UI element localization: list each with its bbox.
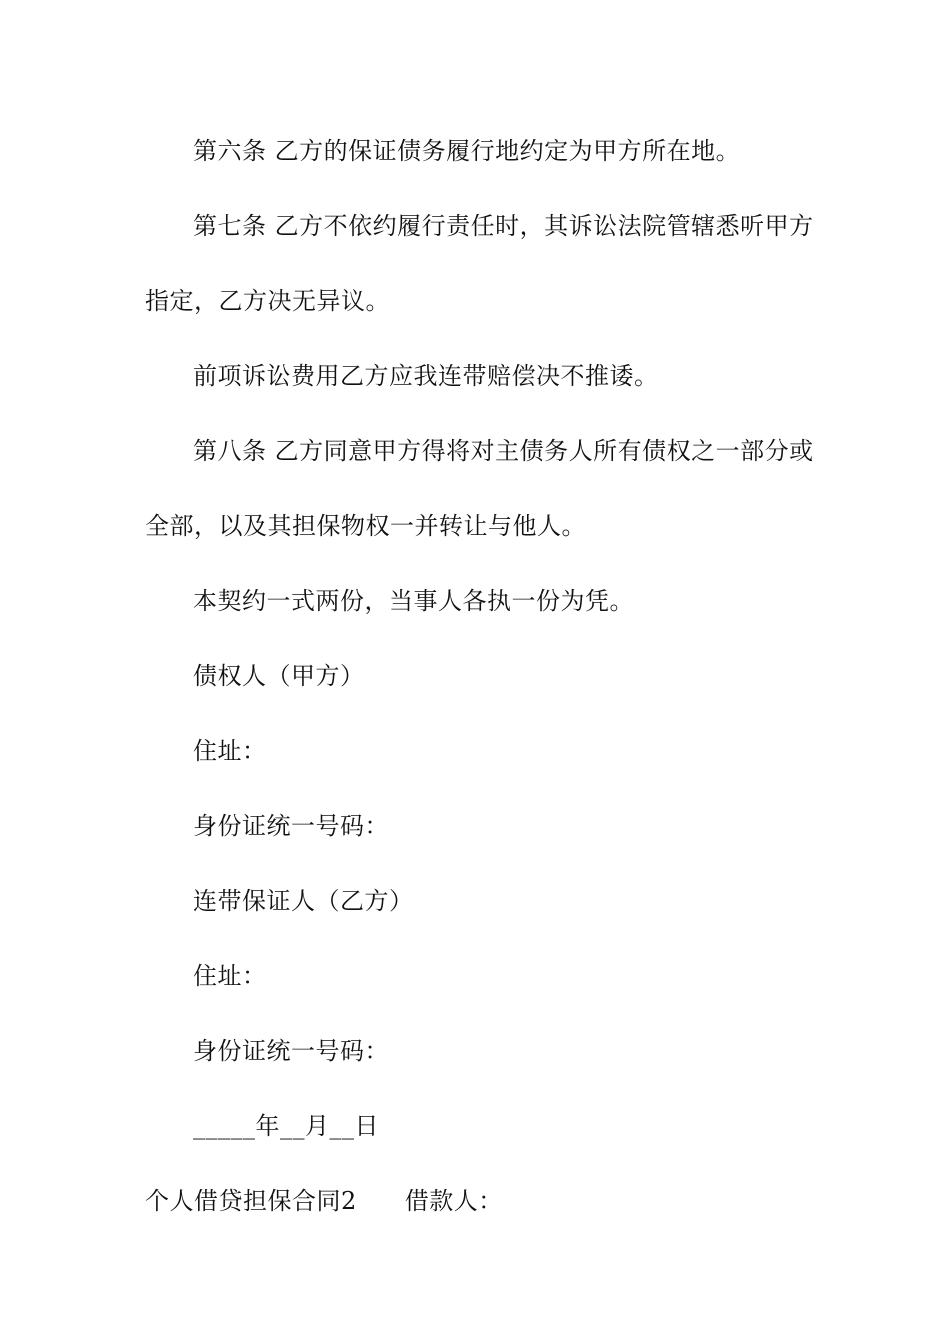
- guarantor-id-number: 身份证统一号码：: [193, 1037, 389, 1065]
- article-8-line-1: 第八条 乙方同意甲方得将对主债务人所有债权之一部分或: [193, 437, 814, 465]
- creditor-label: 债权人（甲方）: [193, 662, 365, 690]
- date-line: _____年__月__日: [193, 1112, 379, 1140]
- contract-footer: [145, 1186, 815, 1216]
- article-6: 第六条 乙方的保证债务履行地约定为甲方所在地。: [193, 137, 741, 165]
- creditor-address: 住址：: [193, 737, 267, 765]
- article-7-line-1: 第七条 乙方不依约履行责任时，其诉讼法院管辖悉听甲方: [193, 212, 814, 240]
- guarantor-address: 住址：: [193, 962, 267, 990]
- guarantor-label: 连带保证人（乙方）: [193, 887, 414, 915]
- borrower-label: 借款人：: [404, 1187, 503, 1215]
- litigation-cost-clause: 前项诉讼费用乙方应我连带赔偿决不推诿。: [193, 362, 659, 390]
- article-7-line-2: 指定，乙方决无异议。: [145, 287, 390, 315]
- article-8-line-2: 全部，以及其担保物权一并转让与他人。: [145, 512, 586, 540]
- contract-title: 个人借贷担保合同2: [145, 1187, 357, 1215]
- copies-clause: 本契约一式两份，当事人各执一份为凭。: [193, 587, 634, 615]
- creditor-id-number: 身份证统一号码：: [193, 812, 389, 840]
